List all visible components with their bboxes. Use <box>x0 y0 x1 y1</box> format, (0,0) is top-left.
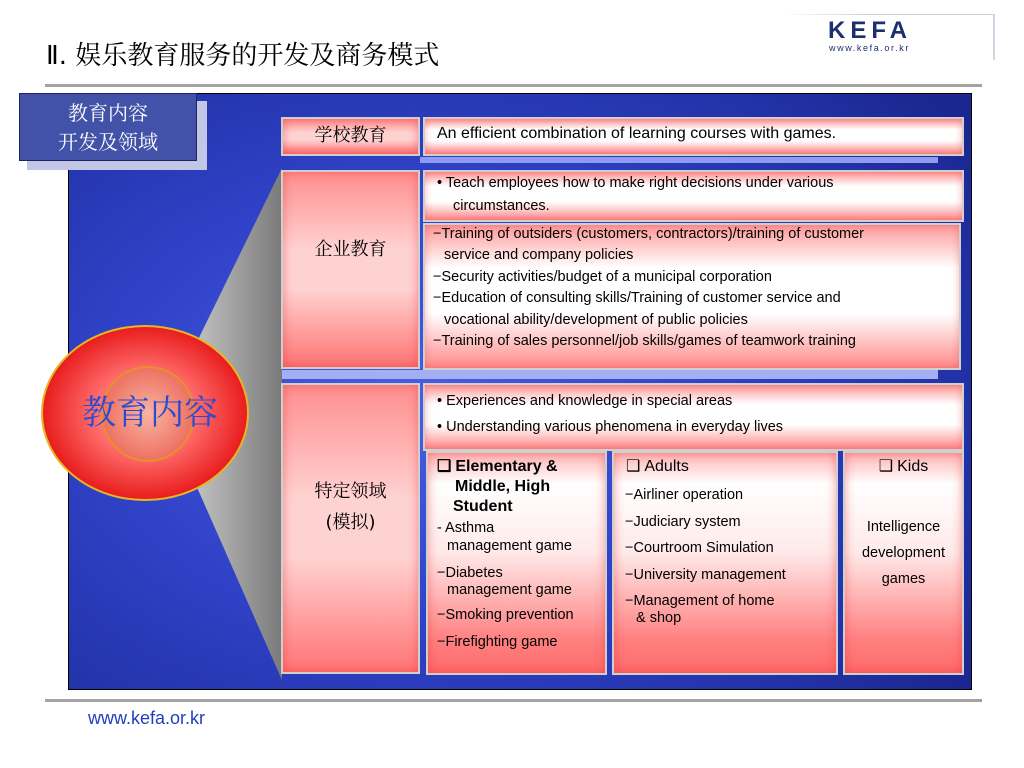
corporate-detail-line: vocational ability/development of public policies <box>444 312 748 328</box>
corporate-summary-line: circumstances. <box>453 198 550 214</box>
kefa-logo-url: www.kefa.or.kr <box>829 43 910 53</box>
slide-title: Ⅱ. 娱乐教育服务的开发及商务模式 <box>46 41 440 71</box>
group-students-box <box>426 451 607 675</box>
group-adults-box <box>612 451 838 675</box>
group-item-line: development <box>861 545 946 561</box>
group-item-line: −Airliner operation <box>625 487 744 503</box>
group-item-line: −Diabetes <box>437 565 503 581</box>
category-label: 特定领域 <box>314 481 387 502</box>
square-bullet-icon: ❑ <box>437 458 452 475</box>
group-item-line: −Courtroom Simulation <box>625 540 774 556</box>
group-title <box>437 457 558 477</box>
group-title-line: Student <box>453 498 513 515</box>
school-description: An efficient combination of learning courses with games. <box>437 125 837 142</box>
section-label-box <box>19 93 197 161</box>
group-kids-box <box>843 451 964 675</box>
group-item-line: management game <box>447 582 572 598</box>
corporate-detail-line: −Security activities/budget of a municipal corporation <box>433 269 772 285</box>
group-title-line: Adults <box>644 458 689 475</box>
corporate-detail-line: −Education of consulting skills/Training of customer service and <box>433 290 841 306</box>
corporate-summary-box <box>423 170 964 222</box>
special-summary-line: • Experiences and knowledge in special areas <box>437 393 733 409</box>
category-special-fields <box>281 383 420 674</box>
group-title-line: Middle, High <box>455 478 551 495</box>
kefa-logo-wordmark: KEFA <box>828 17 913 44</box>
corporate-detail-line: −Training of sales personnel/job skills/games of teamwork training <box>433 333 856 349</box>
category-corporate-education <box>281 170 420 369</box>
category-label: 企业教育 <box>314 239 387 260</box>
group-item-line: management game <box>447 538 572 554</box>
group-title-line: Elementary & <box>455 458 558 475</box>
footer-divider <box>45 699 982 702</box>
group-item-line: Intelligence <box>866 519 941 535</box>
category-school-education <box>281 117 420 156</box>
category-sublabel: (模拟) <box>325 512 376 533</box>
corporate-detail-line: −Training of outsiders (customers, contractors)/training of customer <box>433 226 865 242</box>
group-item-line: −Smoking prevention <box>437 607 574 623</box>
corporate-summary-line: • Teach employees how to make right decisions under various <box>437 175 834 191</box>
group-item-line: −Management of home <box>625 593 775 609</box>
corporate-details-box <box>423 223 961 370</box>
hub-label: 教育内容 <box>82 393 218 433</box>
school-description-box <box>423 117 964 156</box>
group-item-line: −University management <box>625 567 786 583</box>
group-title <box>626 457 689 477</box>
square-bullet-icon: ❑ <box>626 458 641 475</box>
corporate-detail-line: service and company policies <box>444 247 634 263</box>
group-item-line: −Firefighting game <box>437 634 558 650</box>
group-item-line: & shop <box>636 610 682 626</box>
group-title <box>845 457 962 477</box>
group-item-line: −Judiciary system <box>625 514 741 530</box>
footer-url: www.kefa.or.kr <box>88 708 206 728</box>
square-bullet-icon: ❑ <box>878 458 894 475</box>
group-item-line: games <box>881 571 926 587</box>
group-item-line: - Asthma <box>437 520 495 536</box>
section-label-line: 开发及领域 <box>58 130 158 154</box>
special-summary-line: • Understanding various phenomena in everyday lives <box>437 419 784 435</box>
special-summary-box <box>423 383 964 451</box>
section-label-line: 教育内容 <box>68 101 148 125</box>
group-title-line: Kids <box>897 458 929 475</box>
category-label: 学校教育 <box>314 125 387 146</box>
